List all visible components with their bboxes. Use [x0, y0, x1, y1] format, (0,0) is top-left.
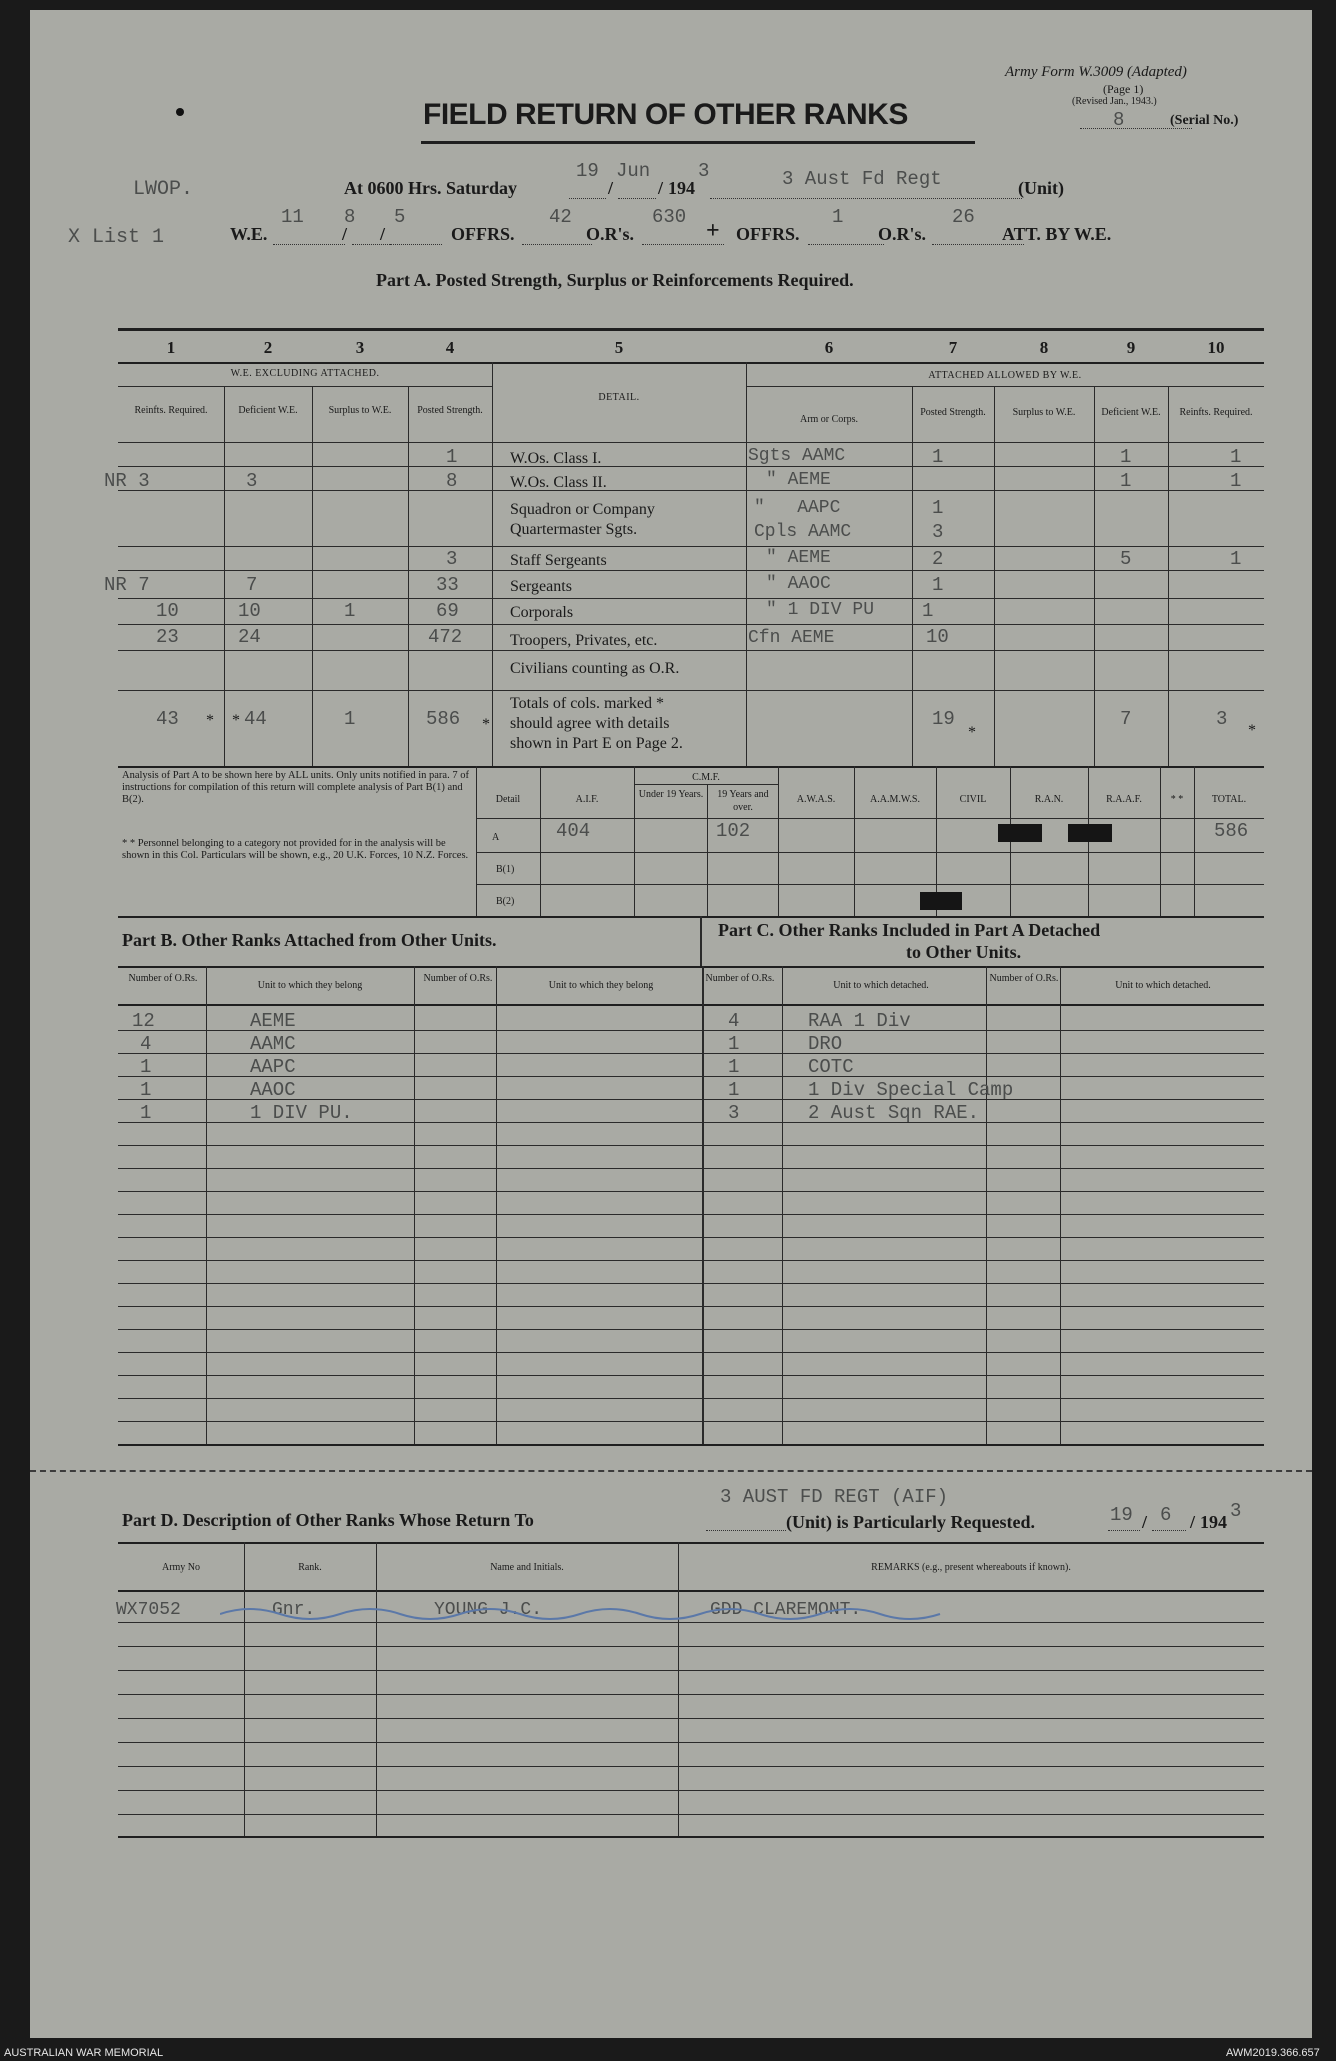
analysis-head-over19: 19 Years and over. [717, 789, 769, 813]
date-year-prefix: 194 [668, 178, 695, 198]
head-surplus: Surplus to W.E. [328, 405, 392, 416]
part-c-head-unit-2: Unit to which detached. [1115, 980, 1211, 991]
offrs-label: OFFRS. [451, 224, 515, 244]
page-title: FIELD RETURN OF OTHER RANKS [423, 98, 908, 131]
lwop-note: LWOP. [133, 178, 194, 201]
analysis-head-awas: A.W.A.S. [796, 794, 836, 805]
analysis-a-total: 586 [1214, 820, 1249, 842]
part-d-date-year-suffix: 3 [1230, 1500, 1242, 1522]
part-b-head-num-1: Number of O.Rs. [128, 973, 198, 984]
analysis-row-b2: B(2) [496, 896, 515, 907]
analysis-a-over19: 102 [716, 820, 751, 842]
serial-number: 8 [1113, 109, 1125, 131]
part-d-head-remarks: REMARKS (e.g., present whereabouts if known). [871, 1562, 1071, 1573]
attached-allowed-header: ATTACHED ALLOWED BY W.E. [928, 370, 1082, 381]
part-d-title: Part D. Description of Other Ranks Whose Return To [122, 1510, 534, 1530]
analysis-head-ran: R.A.N. [1034, 794, 1064, 805]
head-deficient-att: Deficient W.E. [1101, 407, 1161, 418]
part-b-title: Part B. Other Ranks Attached from Other Units. [122, 930, 497, 950]
punch-mark [176, 108, 184, 116]
detail-header: DETAIL. [598, 392, 640, 403]
part-c-head-num-2: Number of O.Rs. [989, 973, 1059, 984]
we-label: W.E. [230, 224, 268, 244]
head-reinfts-required: Reinfts. Required. [134, 405, 208, 416]
analysis-head-civil: CIVIL [959, 794, 987, 805]
analysis-head-raaf: R.A.A.F. [1106, 794, 1142, 805]
part-b-head-unit-2: Unit to which they belong [548, 980, 654, 991]
ors-value: 630 [652, 206, 687, 228]
redaction-civil [920, 892, 962, 910]
analysis-note-2: * * Personnel belonging to a category not provided for in the analysis will be shown in this Col. Particulars will be shown, e.g., 20 U.K. Forces, 10 N.Z. Forces. [122, 838, 469, 861]
ors-label: O.R's. [586, 224, 635, 244]
offrs2-value: 1 [832, 206, 844, 228]
we-1: 11 [281, 206, 304, 228]
analysis-head-aif: A.I.F. [575, 794, 599, 805]
head-reinfts-att: Reinfts. Required. [1179, 407, 1253, 418]
part-c-head-unit-1: Unit to which detached. [833, 980, 929, 991]
part-b-head-unit-1: Unit to which they belong [257, 980, 363, 991]
analysis-a-aif: 404 [556, 820, 591, 842]
att-by-we-label: ATT. BY W.E. [1002, 224, 1112, 244]
analysis-head-detail: Detail [495, 794, 521, 805]
plus-sign: + [706, 218, 720, 244]
at-hours-label: At 0600 Hrs. Saturday [344, 178, 518, 198]
date-year-suffix: 3 [698, 160, 710, 182]
ors2-value: 26 [952, 206, 975, 228]
perforation-line [30, 1470, 1312, 1472]
analysis-row-b1: B(1) [496, 864, 515, 875]
part-d-date-month: 6 [1160, 1504, 1172, 1526]
analysis-row-a: A [492, 832, 500, 843]
head-arm-corps: Arm or Corps. [799, 414, 859, 425]
redaction-raaf [1068, 824, 1112, 842]
analysis-head-total: TOTAL. [1211, 794, 1247, 805]
head-deficient: Deficient W.E. [238, 405, 298, 416]
analysis-head-under19: Under 19 Years. [638, 789, 704, 800]
head-surplus-att: Surplus to W.E. [1012, 407, 1076, 418]
we-3: 5 [394, 206, 406, 228]
footer-institution: AUSTRALIAN WAR MEMORIAL [4, 2047, 164, 2059]
part-d-date-year-prefix: 194 [1200, 1512, 1227, 1532]
part-c-title-line2: to Other Units. [906, 942, 1022, 962]
analysis-note-1: Analysis of Part A to be shown here by ALL units. Only units notified in para. 7 of instructions for compilation of this return will complete analysis of Part B(1) and B(2). [122, 770, 469, 805]
offrs-value: 42 [549, 206, 572, 228]
part-d-head-army-no: Army No [161, 1562, 201, 1573]
part-d-date-day: 19 [1110, 1504, 1133, 1526]
form-sheet: Army Form W.3009 (Adapted) (Page 1) (Revised Jan., 1943.) 8 (Serial No.) FIELD RETURN OF OTHER RANKS LWOP. At 0600 Hrs. Saturday 19 / Jun / 194 3 3 Aust Fd Regt (Unit) X List 1 W.E. 11 / 8 / 5 OFFRS. 42 O.R's. 630 + OFFRS. 1 O.R's. 26 ATT. BY W.E. Part A. Posted Strength, Surplus or Reinforcements Required. 1 2 3 4 5 6 7 8 9 10 W.E. EXCLUDING ATTACHED. DETAIL. ATTACHED ALLOWED BY W.E. Reinfts. Required. Deficient W.E. Surplus to W.E. Posted Strength. Arm or Corps. Posted Strength. Surplus to W.E. Deficient W.E. Reinfts. Required. 1 W.Os. Class I. Sgts AAMC 1 1 1 NR 3 3 8 W.Os. Class II. " AEME 1 1 Squadron or Company Quartermaster Sgts. " AAPC Cpls AAMC 1 3 3 Staff Sergeants " AEME 2 5 1 NR 7 7 33 Sergeants " AAOC 1 10 10 1 69 Corporals " 1 DIV PU 1 23 24 472 Troopers, Privates, etc. Cfn AEME 10 Civilians counting as O.R. 43 * * 44 1 586 * Totals of cols. marked * should agree with details shown in Part E on Page 2. 19 * 7 3 * Analysis of Part A to be shown here by ALL units. Only units notified in para. 7 of instructions for compilation of this return will complete analysis of Part B(1) and B(2). * * Personnel belonging to a category not provided for in the analysis will be shown in this Col. Particulars will be shown, e.g., 20 U.K. Forces, 10 N.Z. Forces. Detail A.I.F. C.M.F. Under 19 Years. 19 Years and over. A.W.A.S. A.A.M.W.S. CIVIL R.A.N. R.A.A.F. * * TOTAL. A B(1) B(2) 404 102 586 Part B. Other Ranks Attached from Other Units. Part C. Other Ranks Included in Part A Detached to Other Units. Number of O.Rs. Unit to which they belong Number of O.Rs. Unit to which they belong Number of O.Rs. Unit to which detached. Number of O.Rs. Unit to which detached. 12 AEME 4 AAMC 1 AAPC 1 AAOC 1 1 DIV PU. 4 RAA 1 Div 1 DRO 1 COTC 1 1 Div Special Camp 3 2 Aust Sqn RAE. Part D. Description of Other Ranks Whose Return To 3 AUST FD REGT (AIF) (Unit) is Particularly Requested. 19 / 6 / 194 3 Army No Rank. Name and Initials. REMARKS (e.g., present whereabouts if known). WX7052 Gnr. YOUNG J.C. GDD CLAREMONT. [30, 10, 1312, 2038]
unit-label: (Unit) [1018, 178, 1064, 198]
unit-value: 3 Aust Fd Regt [782, 168, 942, 190]
totals-detail: Totals of cols. marked * should agree with details shown in Part E on Page 2. [510, 695, 683, 752]
analysis-head-aamws: A.A.M.W.S. [870, 794, 920, 805]
x-list-note: X List 1 [68, 226, 165, 249]
part-b-head-num-2: Number of O.Rs. [423, 973, 493, 984]
part-d-title-suffix: (Unit) is Particularly Requested. [786, 1512, 1035, 1532]
footer-accession: AWM2019.366.657 [1226, 2047, 1320, 2059]
we-excluding-attached-header: W.E. EXCLUDING ATTACHED. [230, 368, 380, 379]
date-month: Jun [616, 160, 651, 182]
form-page: (Page 1) [1103, 82, 1144, 96]
serial-label: (Serial No.) [1170, 113, 1239, 128]
redaction-ran [998, 824, 1042, 842]
head-posted-strength: Posted Strength. [417, 405, 483, 416]
analysis-head-stars: * * [1170, 794, 1184, 805]
part-d-unit-value: 3 AUST FD REGT (AIF) [720, 1486, 949, 1508]
offrs2-label: OFFRS. [736, 224, 800, 244]
form-number: Army Form W.3009 (Adapted) [1005, 64, 1187, 80]
strikethrough-line [220, 1604, 960, 1624]
part-c-head-num-1: Number of O.Rs. [705, 973, 775, 984]
head-posted-strength-att: Posted Strength. [920, 407, 986, 418]
part-a-title: Part A. Posted Strength, Surplus or Reinforcements Required. [376, 270, 854, 290]
part-c-title-line1: Part C. Other Ranks Included in Part A Detached [718, 920, 1101, 940]
ors2-label: O.R's. [878, 224, 927, 244]
part-d-head-rank: Rank. [298, 1562, 322, 1573]
form-revision: (Revised Jan., 1943.) [1072, 96, 1157, 107]
analysis-head-cmf: C.M.F. [692, 772, 720, 783]
date-day: 19 [576, 160, 599, 182]
we-2: 8 [344, 206, 356, 228]
part-d-head-name: Name and Initials. [490, 1562, 564, 1573]
